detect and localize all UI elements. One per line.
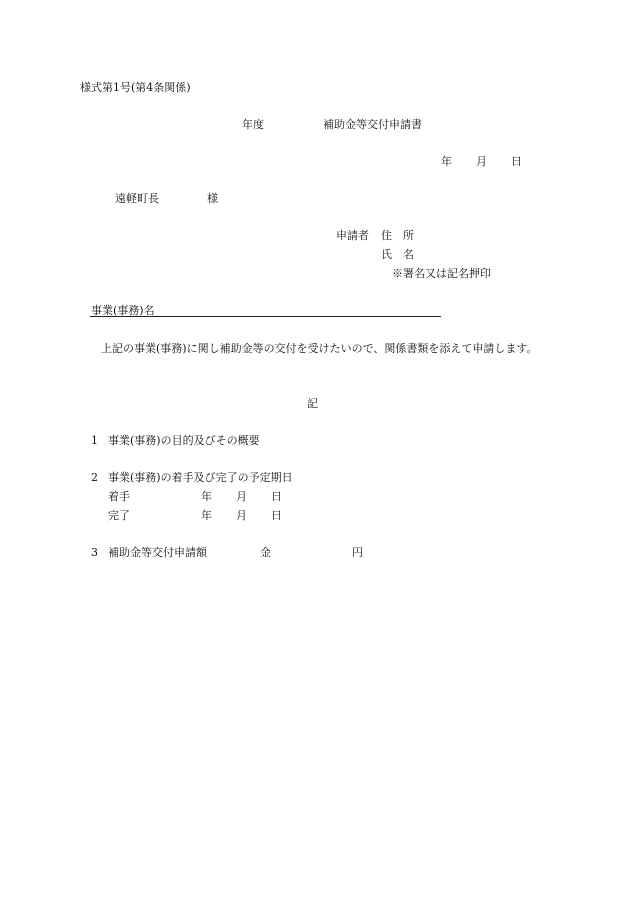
applicant-label: 申請者 <box>336 229 369 242</box>
date-month: 月 <box>476 155 487 168</box>
project-name-label: 事業(事務)名 <box>91 304 155 317</box>
item-2-label: 事業(事務)の着手及び完了の予定期日 <box>108 471 293 484</box>
item-1-number: 1 <box>91 434 98 447</box>
ki-heading: 記 <box>307 397 318 410</box>
item-1-label: 事業(事務)の目的及びその概要 <box>108 434 260 447</box>
form-number: 様式第1号(第4条関係) <box>80 81 191 94</box>
schedule-start-label: 着手 <box>108 490 130 503</box>
project-name-underline <box>90 316 441 317</box>
addressee-honorific: 様 <box>207 192 218 205</box>
amount-prefix: 金 <box>260 546 271 559</box>
schedule-start-year: 年 <box>201 490 212 503</box>
schedule-end-day: 日 <box>271 509 282 522</box>
name-label: 氏 名 <box>381 248 414 261</box>
signature-note: ※署名又は記名押印 <box>392 267 491 280</box>
date-day: 日 <box>511 155 522 168</box>
addressee: 遠軽町長 <box>115 192 159 205</box>
schedule-start-day: 日 <box>271 490 282 503</box>
schedule-end-label: 完了 <box>108 509 130 522</box>
body-paragraph: 上記の事業(事務)に関し補助金等の交付を受けたいので、関係書類を添えて申請します。 <box>101 342 538 355</box>
item-3-label: 補助金等交付申請額 <box>108 546 207 559</box>
address-label: 住 所 <box>381 229 414 242</box>
item-2-number: 2 <box>91 471 98 484</box>
form-title: 補助金等交付申請書 <box>323 118 422 131</box>
amount-unit: 円 <box>352 546 363 559</box>
title-year-label: 年度 <box>242 118 264 131</box>
schedule-end-month: 月 <box>236 509 247 522</box>
date-year: 年 <box>441 155 452 168</box>
schedule-end-year: 年 <box>201 509 212 522</box>
schedule-start-month: 月 <box>236 490 247 503</box>
item-3-number: 3 <box>91 546 98 559</box>
